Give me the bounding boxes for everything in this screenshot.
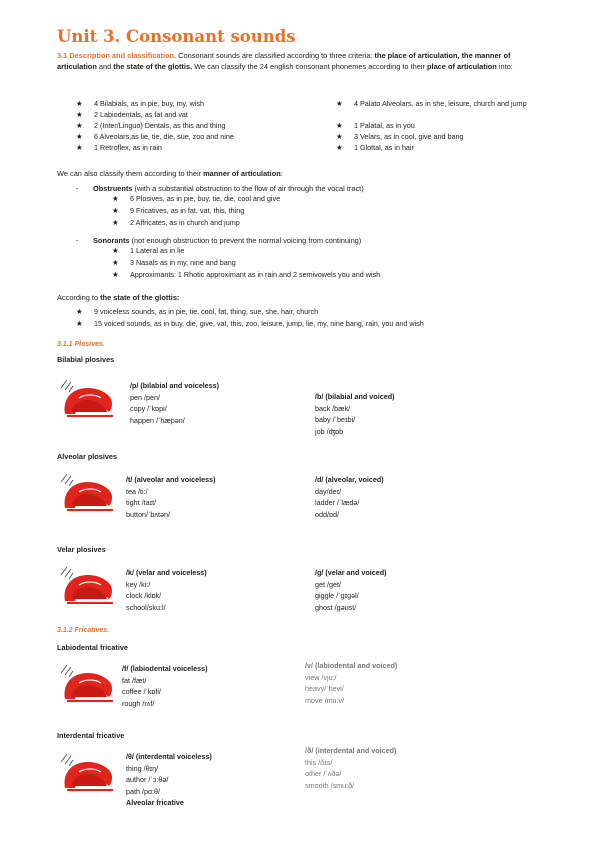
mouth-diagram-icon <box>57 752 115 792</box>
obstruents-label: Obstruents (with a substantial obstruction to the flow of air through the vocal tract) <box>93 184 364 193</box>
intro-paragraph: 3.1 Description and classification. Consonant sounds are classified according to three criteria: the place of articulation, the manner of articulation and the state of the glottis. We can classify the 24 english consonant phonemes according to their place of articulation into: <box>57 51 513 71</box>
sonorants-dash: - <box>76 236 79 245</box>
bilabial-voiceless-examples: /p/ (bilabial and voiceless) pen /pen/ copy /ˈkɒpi/ happen /ˈhæpən/ <box>130 381 220 425</box>
interdental-voiceless-examples: /θ/ (interdental voiceless) thing /θɪŋ/ author /ˈɔ:θə/ path /pɑ:θ/ Alveolar fricative <box>126 752 212 807</box>
labiodental-voiceless-examples: /f/ (labiodental voiceless) fat /fæt/ coffee /ˈkɒfi/ rough /rʌf/ <box>122 664 208 708</box>
subsection-plosives: 3.1.1 Plosives. <box>57 341 105 348</box>
document-page: Unit 3. Consonant sounds 3.1 Description and classification. Consonant sounds are classified according to three criteria: the place of articulation, the manner of articulation and the state of the glottis. We can classify the 24 english consonant phonemes according to their place of articulation into: ★ 4 Bilabials, as in pie, buy, my, wish ★ 2 Labiodentals, as fat and vat ★ 2 (Inter/Linguo) Dentals, as this and thing ★ 6 Alveolars,as lie, tie, die, sue, zoo and nine ★ 1 Retroflex, as in rain ★ 4 Palato Alveolars, as in she, leisure, church and jump ★ 1 Palatal, as in you ★ 3 Velars, as in cool, give and bang ★ 1 Glottal, as in hair We can also classify them according to their manner of articulation: - Obstruents (with a substantial obstruction to the flow of air through the vocal tract) ★ 6 Plosives, as in pie, buy, tie, die, cool and give ★ 9 Fricatives, as in fat, vat, this, thing ★ 2 Affricates, as in church and jump - Sonorants (not enough obstruction to prevent the normal voicing from continuing) ★ 1 Lateral as in lie ★ 3 Nasals as in my, nine and bang ★ Approximants: 1 Rhotic approximant as in rain and 2 semivowels you and wish According to the state of the glottis: ★ 9 voiceless sounds, as in pie, tie, cool, fat, thing, sue, she, hair, church ★ 15 voiced sounds, as in buy, die, give, vat, this, zoo, leisure, jump, lie, my, nine bang, rain, you and wish 3.1.1 Plosives. Bilabial plosives /p/ (bilabial and voiceless) pen /pen/ copy /ˈkɒpi/ happen /ˈhæpən/ /b/ (bilabial and voiced) back /bæk/ baby /ˈbeɪbi/ job /ʤɒb Alveolar plosives /t/ (alveolar and voiceless) tea /ti:/ tight /taɪt/ button/ˈbʌtən/ /d/ (alveolar, voiced) day/deɪ/ ladder /ˈlædə/ odd/ɒd/ Velar plosives /k/ (velar and voiceless) key /ki:/ clock /klɒk/ school/sku:l/ /g/ (velar and voiced) get /get/ giggle /ˈgɪgəl/ ghost /gəʊst/ 3.1.2 Fricatives. Labiodental fricative /f/ (labiodental voiceless) fat /fæt/ coffee /ˈkɒfi/ rough /rʌf/ /v/ (labiodental and voiced) view /vju:/ heavy/ˈhevi/ move /mu:v/ Interdental fricative /θ/ (interdental voiceless) thing /θɪŋ/ author /ˈɔ:θə/ path /pɑ:θ/ Alveolar fricative /ð/ (interdental and voiced) this /ðɪs/ other /ˈʌðə/ smooth /smu:ð/ <box>0 0 600 848</box>
mouth-diagram-icon <box>57 378 115 418</box>
interdental-voiced-examples: /ð/ (interdental and voiced) this /ðɪs/ other /ˈʌðə/ smooth /smu:ð/ <box>305 746 397 790</box>
alveolar-voiced-examples: /d/ (alveolar, voiced) day/deɪ/ ladder /ˈlædə/ odd/ɒd/ <box>315 475 384 519</box>
alveolar-fricative-heading: Alveolar fricative <box>126 798 184 807</box>
mouth-diagram-icon <box>57 472 115 512</box>
interdental-heading: Interdental fricative <box>57 731 125 740</box>
velar-heading: Velar plosives <box>57 545 106 554</box>
velar-voiced-examples: /g/ (velar and voiced) get /get/ giggle /ˈgɪgəl/ ghost /gəʊst/ <box>315 568 387 612</box>
alveolar-voiceless-examples: /t/ (alveolar and voiceless) tea /ti:/ tight /taɪt/ button/ˈbʌtən/ <box>126 475 216 519</box>
sonorants-label: Sonorants (not enough obstruction to prevent the normal voicing from continuing) <box>93 236 362 245</box>
mouth-diagram-icon <box>57 663 115 703</box>
manner-intro: We can also classify them according to their manner of articulation: <box>57 169 283 178</box>
mouth-diagram-icon <box>57 565 115 605</box>
velar-voiceless-examples: /k/ (velar and voiceless) key /ki:/ clock /klɒk/ school/sku:l/ <box>126 568 207 612</box>
bilabial-voiced-examples: /b/ (bilabial and voiced) back /bæk/ baby /ˈbeɪbi/ job /ʤɒb <box>315 392 395 436</box>
labiodental-voiced-examples: /v/ (labiodental and voiced) view /vju:/ heavy/ˈhevi/ move /mu:v/ <box>305 661 398 705</box>
section-heading: 3.1 Description and classification. <box>57 51 177 60</box>
bilabial-heading: Bilabial plosives <box>57 355 115 364</box>
obstruents-dash: - <box>76 184 79 193</box>
labiodental-heading: Labiodental fricative <box>57 643 128 652</box>
glottis-intro: According to the state of the glottis: <box>57 293 180 302</box>
page-title: Unit 3. Consonant sounds <box>57 27 296 46</box>
subsection-fricatives: 3.1.2 Fricatives. <box>57 627 110 634</box>
alveolar-heading: Alveolar plosives <box>57 452 118 461</box>
